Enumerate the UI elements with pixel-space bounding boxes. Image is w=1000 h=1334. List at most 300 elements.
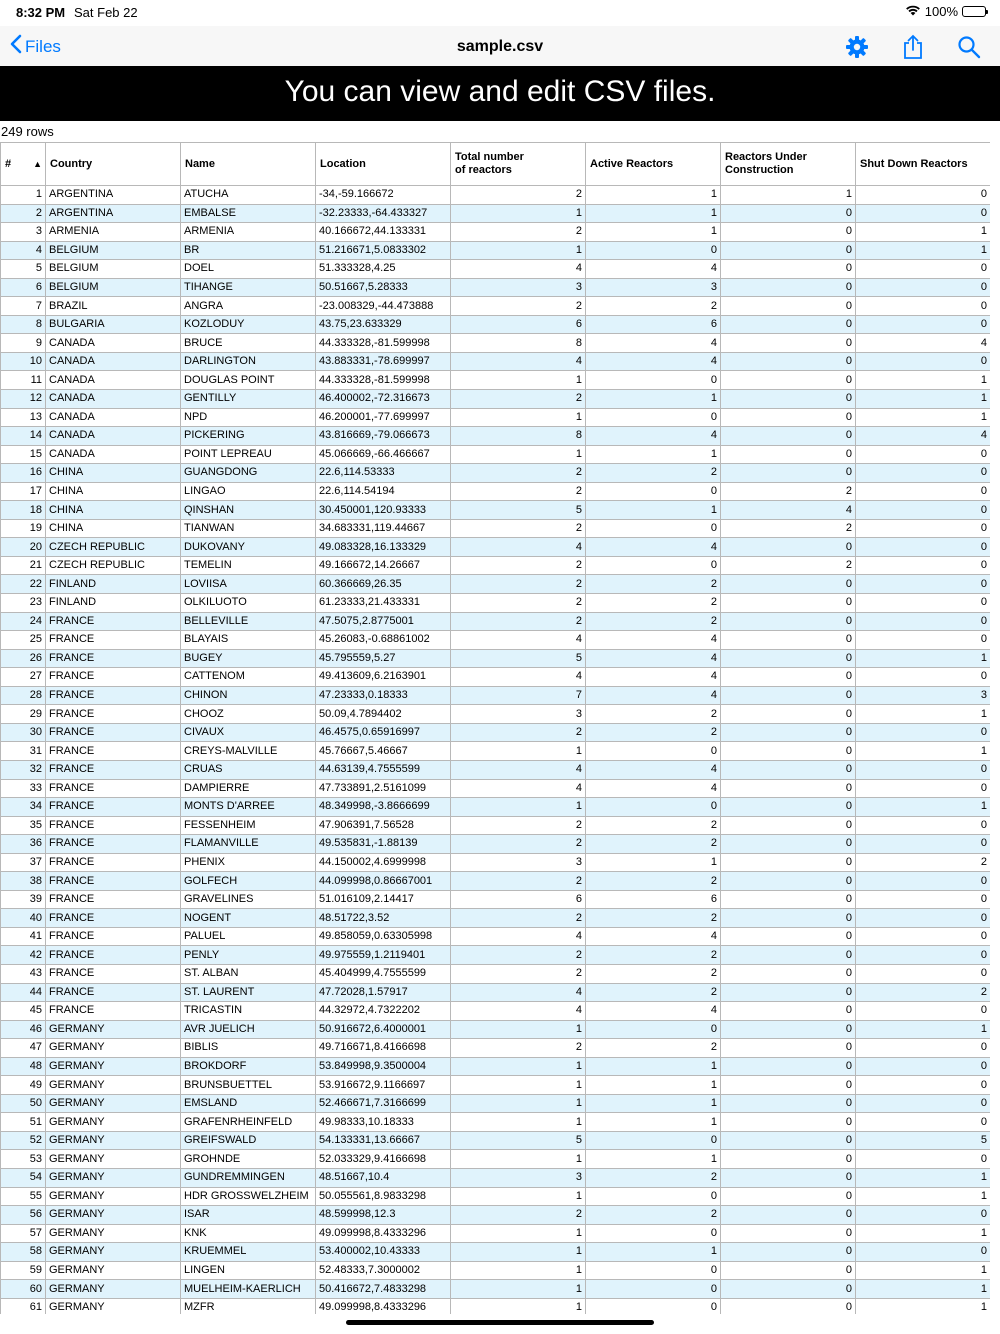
search-icon[interactable] xyxy=(956,34,982,60)
cell-index[interactable]: 4 xyxy=(1,241,46,260)
cell-shutdown[interactable]: 5 xyxy=(856,1131,991,1150)
cell-index[interactable]: 39 xyxy=(1,890,46,909)
cell-total[interactable]: 3 xyxy=(451,853,586,872)
table-row[interactable] xyxy=(1,223,991,242)
cell-active[interactable]: 4 xyxy=(586,352,721,371)
table-row[interactable] xyxy=(1,1002,991,1021)
cell-country[interactable]: CHINA xyxy=(46,501,181,520)
cell-name[interactable]: ARMENIA xyxy=(181,223,316,242)
cell-construction[interactable]: 2 xyxy=(721,519,856,538)
table-row[interactable] xyxy=(1,519,991,538)
cell-location[interactable]: 60.366669,26.35 xyxy=(316,575,451,594)
cell-name[interactable]: TEMELIN xyxy=(181,556,316,575)
cell-index[interactable]: 5 xyxy=(1,260,46,279)
cell-name[interactable]: FLAMANVILLE xyxy=(181,835,316,854)
cell-active[interactable]: 4 xyxy=(586,668,721,687)
cell-country[interactable]: GERMANY xyxy=(46,1094,181,1113)
cell-country[interactable]: FINLAND xyxy=(46,594,181,613)
cell-location[interactable]: 30.450001,120.93333 xyxy=(316,501,451,520)
cell-index[interactable]: 40 xyxy=(1,909,46,928)
table-row[interactable] xyxy=(1,501,991,520)
cell-active[interactable]: 1 xyxy=(586,445,721,464)
table-row[interactable] xyxy=(1,835,991,854)
table-row[interactable] xyxy=(1,649,991,668)
cell-total[interactable]: 2 xyxy=(451,556,586,575)
table-row[interactable] xyxy=(1,705,991,724)
cell-active[interactable]: 2 xyxy=(586,464,721,483)
cell-location[interactable]: 49.099998,8.4333296 xyxy=(316,1224,451,1243)
cell-location[interactable]: 50.055561,8.9833298 xyxy=(316,1187,451,1206)
cell-location[interactable]: 49.413609,6.2163901 xyxy=(316,668,451,687)
cell-active[interactable]: 1 xyxy=(586,1243,721,1262)
cell-total[interactable]: 3 xyxy=(451,705,586,724)
cell-shutdown[interactable]: 0 xyxy=(856,556,991,575)
cell-name[interactable]: BLAYAIS xyxy=(181,631,316,650)
cell-name[interactable]: ATUCHA xyxy=(181,186,316,205)
cell-location[interactable]: 51.333328,4.25 xyxy=(316,260,451,279)
cell-construction[interactable]: 0 xyxy=(721,260,856,279)
cell-construction[interactable]: 0 xyxy=(721,1187,856,1206)
cell-location[interactable]: 49.099998,8.4333296 xyxy=(316,1298,451,1314)
cell-total[interactable]: 2 xyxy=(451,464,586,483)
cell-name[interactable]: LOVIISA xyxy=(181,575,316,594)
cell-construction[interactable]: 0 xyxy=(721,1057,856,1076)
cell-total[interactable]: 1 xyxy=(451,241,586,260)
table-row[interactable] xyxy=(1,853,991,872)
cell-shutdown[interactable]: 1 xyxy=(856,1020,991,1039)
cell-country[interactable]: GERMANY xyxy=(46,1150,181,1169)
cell-shutdown[interactable]: 1 xyxy=(856,390,991,409)
cell-name[interactable]: GREIFSWALD xyxy=(181,1131,316,1150)
cell-shutdown[interactable]: 4 xyxy=(856,334,991,353)
cell-location[interactable]: 44.099998,0.86667001 xyxy=(316,872,451,891)
cell-active[interactable]: 2 xyxy=(586,705,721,724)
cell-country[interactable]: CHINA xyxy=(46,464,181,483)
cell-total[interactable]: 4 xyxy=(451,779,586,798)
cell-shutdown[interactable]: 0 xyxy=(856,352,991,371)
cell-active[interactable]: 0 xyxy=(586,482,721,501)
cell-index[interactable]: 26 xyxy=(1,649,46,668)
cell-shutdown[interactable]: 0 xyxy=(856,1057,991,1076)
cell-location[interactable]: 44.150002,4.6999998 xyxy=(316,853,451,872)
table-row[interactable] xyxy=(1,538,991,557)
cell-index[interactable]: 36 xyxy=(1,835,46,854)
table-row[interactable] xyxy=(1,1243,991,1262)
cell-active[interactable]: 2 xyxy=(586,964,721,983)
cell-name[interactable]: OLKILUOTO xyxy=(181,594,316,613)
cell-location[interactable]: 45.066669,-66.466667 xyxy=(316,445,451,464)
cell-total[interactable]: 1 xyxy=(451,408,586,427)
cell-total[interactable]: 4 xyxy=(451,352,586,371)
cell-total[interactable]: 1 xyxy=(451,1298,586,1314)
cell-country[interactable]: CANADA xyxy=(46,334,181,353)
cell-active[interactable]: 1 xyxy=(586,204,721,223)
cell-name[interactable]: LINGAO xyxy=(181,482,316,501)
table-row[interactable] xyxy=(1,1224,991,1243)
cell-total[interactable]: 4 xyxy=(451,983,586,1002)
cell-name[interactable]: DOUGLAS POINT xyxy=(181,371,316,390)
cell-index[interactable]: 61 xyxy=(1,1298,46,1314)
cell-index[interactable]: 55 xyxy=(1,1187,46,1206)
cell-shutdown[interactable]: 0 xyxy=(856,1206,991,1225)
cell-location[interactable]: 50.51667,5.28333 xyxy=(316,278,451,297)
cell-location[interactable]: 49.166672,14.26667 xyxy=(316,556,451,575)
cell-active[interactable]: 4 xyxy=(586,538,721,557)
cell-location[interactable]: -23.008329,-44.473888 xyxy=(316,297,451,316)
cell-total[interactable]: 2 xyxy=(451,575,586,594)
cell-index[interactable]: 21 xyxy=(1,556,46,575)
cell-name[interactable]: ANGRA xyxy=(181,297,316,316)
cell-index[interactable]: 2 xyxy=(1,204,46,223)
cell-country[interactable]: GERMANY xyxy=(46,1280,181,1299)
cell-country[interactable]: FRANCE xyxy=(46,853,181,872)
cell-active[interactable]: 4 xyxy=(586,427,721,446)
cell-country[interactable]: FRANCE xyxy=(46,872,181,891)
cell-location[interactable]: 45.404999,4.7555599 xyxy=(316,964,451,983)
cell-shutdown[interactable]: 0 xyxy=(856,946,991,965)
cell-construction[interactable]: 0 xyxy=(721,612,856,631)
cell-location[interactable]: 51.216671,5.0833302 xyxy=(316,241,451,260)
cell-construction[interactable]: 0 xyxy=(721,1020,856,1039)
cell-name[interactable]: BELLEVILLE xyxy=(181,612,316,631)
table-row[interactable] xyxy=(1,927,991,946)
cell-country[interactable]: BRAZIL xyxy=(46,297,181,316)
cell-name[interactable]: GRAFENRHEINFELD xyxy=(181,1113,316,1132)
cell-name[interactable]: NPD xyxy=(181,408,316,427)
cell-country[interactable]: BULGARIA xyxy=(46,315,181,334)
cell-active[interactable]: 1 xyxy=(586,501,721,520)
cell-location[interactable]: 53.400002,10.43333 xyxy=(316,1243,451,1262)
cell-country[interactable]: FRANCE xyxy=(46,798,181,817)
cell-shutdown[interactable]: 1 xyxy=(856,1168,991,1187)
cell-name[interactable]: CHOOZ xyxy=(181,705,316,724)
cell-name[interactable]: BRUCE xyxy=(181,334,316,353)
cell-index[interactable]: 49 xyxy=(1,1076,46,1095)
cell-name[interactable]: CREYS-MALVILLE xyxy=(181,742,316,761)
cell-total[interactable]: 2 xyxy=(451,723,586,742)
cell-construction[interactable]: 2 xyxy=(721,556,856,575)
table-row[interactable] xyxy=(1,1113,991,1132)
cell-name[interactable]: ST. ALBAN xyxy=(181,964,316,983)
cell-construction[interactable]: 0 xyxy=(721,686,856,705)
cell-active[interactable]: 0 xyxy=(586,1224,721,1243)
column-header-index[interactable] xyxy=(1,143,46,186)
cell-country[interactable]: ARGENTINA xyxy=(46,186,181,205)
cell-location[interactable]: 45.26083,-0.68861002 xyxy=(316,631,451,650)
cell-shutdown[interactable]: 0 xyxy=(856,1150,991,1169)
cell-country[interactable]: BELGIUM xyxy=(46,260,181,279)
column-header-location[interactable]: Location xyxy=(316,143,451,186)
cell-shutdown[interactable]: 0 xyxy=(856,872,991,891)
cell-shutdown[interactable]: 0 xyxy=(856,575,991,594)
cell-index[interactable]: 8 xyxy=(1,315,46,334)
cell-country[interactable]: FRANCE xyxy=(46,649,181,668)
cell-active[interactable]: 2 xyxy=(586,1039,721,1058)
cell-total[interactable]: 2 xyxy=(451,946,586,965)
cell-construction[interactable]: 1 xyxy=(721,186,856,205)
cell-name[interactable]: PHENIX xyxy=(181,853,316,872)
cell-name[interactable]: DUKOVANY xyxy=(181,538,316,557)
cell-shutdown[interactable]: 0 xyxy=(856,1039,991,1058)
cell-country[interactable]: GERMANY xyxy=(46,1168,181,1187)
cell-construction[interactable]: 0 xyxy=(721,1150,856,1169)
table-row[interactable] xyxy=(1,686,991,705)
cell-total[interactable]: 1 xyxy=(451,798,586,817)
cell-shutdown[interactable]: 0 xyxy=(856,1243,991,1262)
table-row[interactable] xyxy=(1,408,991,427)
cell-construction[interactable]: 0 xyxy=(721,983,856,1002)
table-row[interactable] xyxy=(1,186,991,205)
cell-location[interactable]: 46.4575,0.65916997 xyxy=(316,723,451,742)
table-row[interactable] xyxy=(1,1020,991,1039)
cell-active[interactable]: 1 xyxy=(586,1094,721,1113)
cell-country[interactable]: CANADA xyxy=(46,371,181,390)
cell-location[interactable]: 43.816669,-79.066673 xyxy=(316,427,451,446)
cell-construction[interactable]: 0 xyxy=(721,872,856,891)
cell-country[interactable]: ARGENTINA xyxy=(46,204,181,223)
cell-country[interactable]: GERMANY xyxy=(46,1224,181,1243)
cell-shutdown[interactable]: 0 xyxy=(856,1076,991,1095)
cell-index[interactable]: 47 xyxy=(1,1039,46,1058)
cell-index[interactable]: 15 xyxy=(1,445,46,464)
cell-total[interactable]: 2 xyxy=(451,964,586,983)
cell-active[interactable]: 0 xyxy=(586,241,721,260)
table-row[interactable] xyxy=(1,390,991,409)
cell-total[interactable]: 2 xyxy=(451,390,586,409)
cell-construction[interactable]: 0 xyxy=(721,241,856,260)
cell-shutdown[interactable]: 0 xyxy=(856,964,991,983)
cell-name[interactable]: NOGENT xyxy=(181,909,316,928)
cell-total[interactable]: 2 xyxy=(451,872,586,891)
cell-construction[interactable]: 0 xyxy=(721,946,856,965)
cell-active[interactable]: 2 xyxy=(586,1168,721,1187)
cell-shutdown[interactable]: 1 xyxy=(856,1280,991,1299)
cell-location[interactable]: 44.63139,4.7555599 xyxy=(316,760,451,779)
table-row[interactable] xyxy=(1,482,991,501)
column-header-active-reactors[interactable]: Active Reactors xyxy=(586,143,721,186)
table-row[interactable] xyxy=(1,204,991,223)
table-row[interactable] xyxy=(1,1131,991,1150)
cell-construction[interactable]: 0 xyxy=(721,853,856,872)
cell-shutdown[interactable]: 0 xyxy=(856,779,991,798)
column-header-total-reactors[interactable]: Total number of reactors xyxy=(451,143,586,186)
cell-name[interactable]: AVR JUELICH xyxy=(181,1020,316,1039)
cell-construction[interactable]: 0 xyxy=(721,668,856,687)
cell-construction[interactable]: 0 xyxy=(721,575,856,594)
cell-construction[interactable]: 0 xyxy=(721,835,856,854)
cell-active[interactable]: 2 xyxy=(586,983,721,1002)
cell-total[interactable]: 2 xyxy=(451,482,586,501)
cell-name[interactable]: DOEL xyxy=(181,260,316,279)
cell-country[interactable]: FRANCE xyxy=(46,686,181,705)
cell-total[interactable]: 5 xyxy=(451,649,586,668)
cell-index[interactable]: 52 xyxy=(1,1131,46,1150)
cell-name[interactable]: GROHNDE xyxy=(181,1150,316,1169)
cell-country[interactable]: GERMANY xyxy=(46,1298,181,1314)
cell-name[interactable]: GUNDREMMINGEN xyxy=(181,1168,316,1187)
cell-construction[interactable]: 0 xyxy=(721,427,856,446)
cell-index[interactable]: 3 xyxy=(1,223,46,242)
cell-shutdown[interactable]: 0 xyxy=(856,1002,991,1021)
cell-country[interactable]: GERMANY xyxy=(46,1206,181,1225)
cell-index[interactable]: 11 xyxy=(1,371,46,390)
cell-location[interactable]: 22.6,114.53333 xyxy=(316,464,451,483)
table-row[interactable] xyxy=(1,946,991,965)
cell-active[interactable]: 0 xyxy=(586,1020,721,1039)
cell-index[interactable]: 6 xyxy=(1,278,46,297)
cell-total[interactable]: 4 xyxy=(451,668,586,687)
cell-active[interactable]: 1 xyxy=(586,1076,721,1095)
table-row[interactable] xyxy=(1,816,991,835)
cell-country[interactable]: CANADA xyxy=(46,445,181,464)
cell-location[interactable]: 50.09,4.7894402 xyxy=(316,705,451,724)
cell-construction[interactable]: 0 xyxy=(721,1280,856,1299)
table-row[interactable] xyxy=(1,241,991,260)
share-icon[interactable] xyxy=(900,34,926,60)
cell-construction[interactable]: 0 xyxy=(721,816,856,835)
cell-construction[interactable]: 0 xyxy=(721,760,856,779)
cell-country[interactable]: GERMANY xyxy=(46,1020,181,1039)
cell-active[interactable]: 2 xyxy=(586,835,721,854)
gear-icon[interactable] xyxy=(844,34,870,60)
table-row[interactable] xyxy=(1,1298,991,1314)
cell-total[interactable]: 4 xyxy=(451,927,586,946)
cell-location[interactable]: 34.683331,119.44667 xyxy=(316,519,451,538)
cell-country[interactable]: CANADA xyxy=(46,408,181,427)
cell-construction[interactable]: 0 xyxy=(721,297,856,316)
table-row[interactable] xyxy=(1,464,991,483)
cell-active[interactable]: 4 xyxy=(586,631,721,650)
cell-total[interactable]: 2 xyxy=(451,909,586,928)
cell-total[interactable]: 8 xyxy=(451,334,586,353)
cell-shutdown[interactable]: 1 xyxy=(856,798,991,817)
cell-index[interactable]: 35 xyxy=(1,816,46,835)
table-row[interactable] xyxy=(1,872,991,891)
table-row[interactable] xyxy=(1,631,991,650)
cell-location[interactable]: 45.795559,5.27 xyxy=(316,649,451,668)
cell-location[interactable]: 46.200001,-77.699997 xyxy=(316,408,451,427)
cell-index[interactable]: 48 xyxy=(1,1057,46,1076)
cell-country[interactable]: GERMANY xyxy=(46,1113,181,1132)
cell-location[interactable]: 40.166672,44.133331 xyxy=(316,223,451,242)
cell-shutdown[interactable]: 1 xyxy=(856,742,991,761)
cell-index[interactable]: 23 xyxy=(1,594,46,613)
cell-location[interactable]: 51.016109,2.14417 xyxy=(316,890,451,909)
cell-active[interactable]: 4 xyxy=(586,649,721,668)
cell-shutdown[interactable]: 1 xyxy=(856,408,991,427)
cell-location[interactable]: 48.51667,10.4 xyxy=(316,1168,451,1187)
cell-active[interactable]: 2 xyxy=(586,1206,721,1225)
cell-active[interactable]: 1 xyxy=(586,1113,721,1132)
cell-index[interactable]: 33 xyxy=(1,779,46,798)
cell-active[interactable]: 2 xyxy=(586,872,721,891)
cell-total[interactable]: 1 xyxy=(451,1243,586,1262)
cell-country[interactable]: FRANCE xyxy=(46,612,181,631)
cell-name[interactable]: DARLINGTON xyxy=(181,352,316,371)
cell-active[interactable]: 0 xyxy=(586,1131,721,1150)
table-row[interactable] xyxy=(1,1168,991,1187)
table-row[interactable] xyxy=(1,1187,991,1206)
cell-active[interactable]: 1 xyxy=(586,186,721,205)
cell-shutdown[interactable]: 1 xyxy=(856,1261,991,1280)
cell-shutdown[interactable]: 0 xyxy=(856,260,991,279)
cell-country[interactable]: FRANCE xyxy=(46,964,181,983)
cell-index[interactable]: 31 xyxy=(1,742,46,761)
table-row[interactable] xyxy=(1,760,991,779)
column-header-name[interactable]: Name xyxy=(181,143,316,186)
cell-total[interactable]: 2 xyxy=(451,816,586,835)
table-row[interactable] xyxy=(1,890,991,909)
cell-name[interactable]: GUANGDONG xyxy=(181,464,316,483)
cell-shutdown[interactable]: 0 xyxy=(856,927,991,946)
cell-construction[interactable]: 0 xyxy=(721,779,856,798)
cell-shutdown[interactable]: 0 xyxy=(856,594,991,613)
cell-shutdown[interactable]: 0 xyxy=(856,723,991,742)
cell-index[interactable]: 17 xyxy=(1,482,46,501)
cell-location[interactable]: 54.133331,13.66667 xyxy=(316,1131,451,1150)
cell-location[interactable]: 22.6,114.54194 xyxy=(316,482,451,501)
cell-index[interactable]: 20 xyxy=(1,538,46,557)
cell-total[interactable]: 1 xyxy=(451,1187,586,1206)
cell-country[interactable]: FRANCE xyxy=(46,909,181,928)
cell-location[interactable]: 44.333328,-81.599998 xyxy=(316,334,451,353)
cell-construction[interactable]: 0 xyxy=(721,371,856,390)
cell-index[interactable]: 7 xyxy=(1,297,46,316)
cell-construction[interactable]: 0 xyxy=(721,723,856,742)
cell-construction[interactable]: 0 xyxy=(721,1094,856,1113)
cell-shutdown[interactable]: 1 xyxy=(856,649,991,668)
cell-location[interactable]: 45.76667,5.46667 xyxy=(316,742,451,761)
cell-location[interactable]: 49.858059,0.63305998 xyxy=(316,927,451,946)
cell-total[interactable]: 2 xyxy=(451,186,586,205)
cell-construction[interactable]: 0 xyxy=(721,1113,856,1132)
cell-name[interactable]: BR xyxy=(181,241,316,260)
cell-country[interactable]: FRANCE xyxy=(46,760,181,779)
cell-shutdown[interactable]: 0 xyxy=(856,612,991,631)
cell-total[interactable]: 1 xyxy=(451,1094,586,1113)
cell-active[interactable]: 2 xyxy=(586,816,721,835)
cell-active[interactable]: 0 xyxy=(586,798,721,817)
cell-name[interactable]: POINT LEPREAU xyxy=(181,445,316,464)
cell-name[interactable]: TRICASTIN xyxy=(181,1002,316,1021)
cell-shutdown[interactable]: 0 xyxy=(856,1094,991,1113)
table-row[interactable] xyxy=(1,779,991,798)
cell-country[interactable]: FRANCE xyxy=(46,983,181,1002)
cell-shutdown[interactable]: 2 xyxy=(856,853,991,872)
cell-active[interactable]: 0 xyxy=(586,371,721,390)
cell-country[interactable]: FRANCE xyxy=(46,742,181,761)
cell-name[interactable]: TIANWAN xyxy=(181,519,316,538)
cell-location[interactable]: -34,-59.166672 xyxy=(316,186,451,205)
cell-shutdown[interactable]: 0 xyxy=(856,760,991,779)
cell-location[interactable]: 49.535831,-1.88139 xyxy=(316,835,451,854)
cell-location[interactable]: 47.23333,0.18333 xyxy=(316,686,451,705)
cell-total[interactable]: 1 xyxy=(451,445,586,464)
cell-name[interactable]: FESSENHEIM xyxy=(181,816,316,835)
cell-location[interactable]: 49.975559,1.2119401 xyxy=(316,946,451,965)
cell-country[interactable]: CZECH REPUBLIC xyxy=(46,556,181,575)
cell-country[interactable]: CHINA xyxy=(46,482,181,501)
csv-table-container[interactable] xyxy=(0,142,990,1314)
cell-shutdown[interactable]: 1 xyxy=(856,1187,991,1206)
cell-index[interactable]: 59 xyxy=(1,1261,46,1280)
cell-location[interactable]: 49.083328,16.133329 xyxy=(316,538,451,557)
cell-active[interactable]: 0 xyxy=(586,408,721,427)
cell-total[interactable]: 2 xyxy=(451,223,586,242)
cell-index[interactable]: 16 xyxy=(1,464,46,483)
table-row[interactable] xyxy=(1,1039,991,1058)
cell-location[interactable]: 48.51722,3.52 xyxy=(316,909,451,928)
